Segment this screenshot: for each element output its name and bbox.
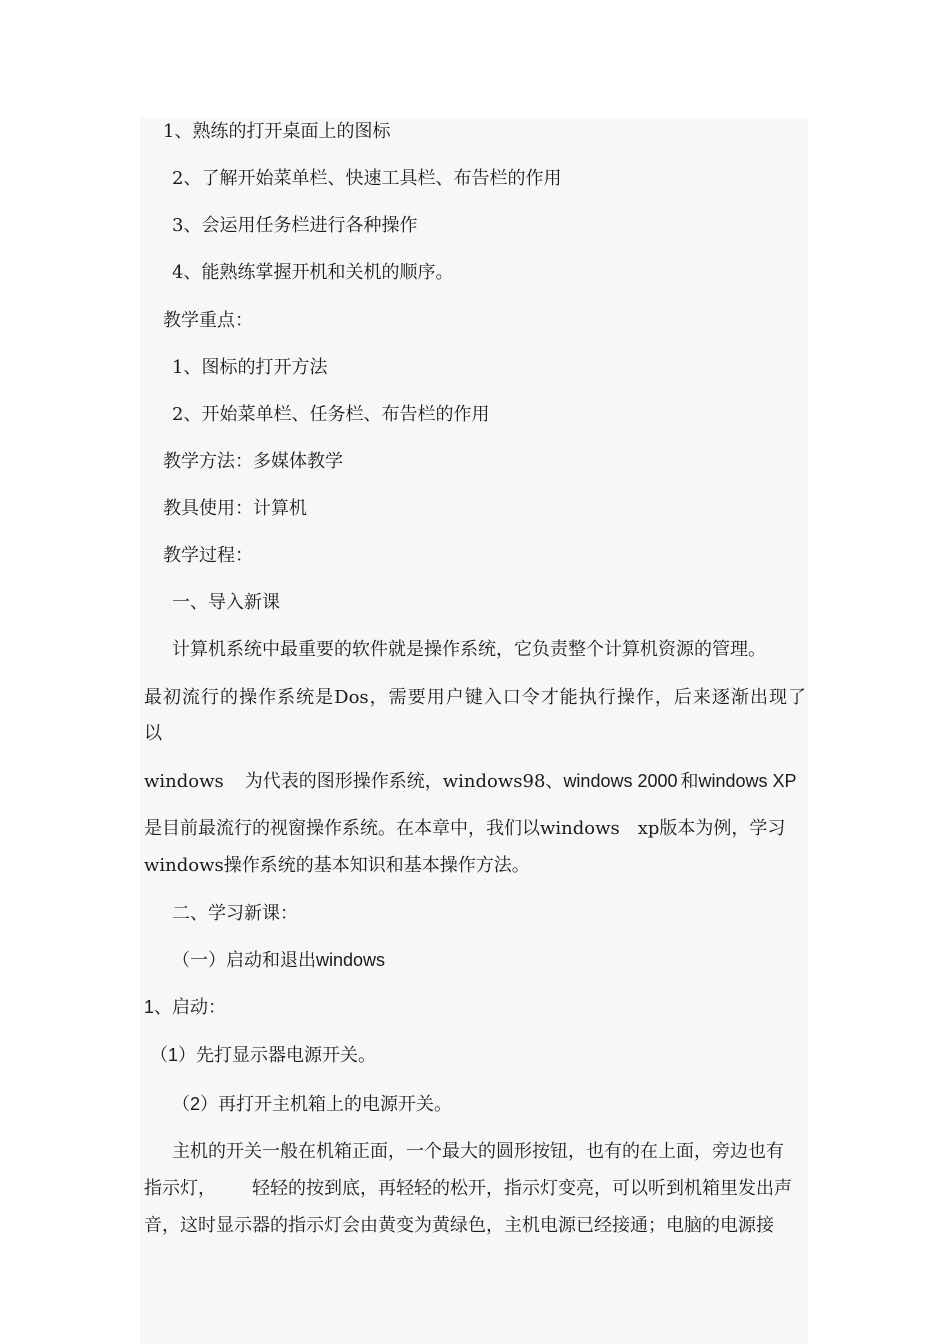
intro-paragraph-line-1: 计算机系统中最重要的软件就是操作系统，它负责整个计算机资源的管理。	[172, 639, 766, 660]
basic-knowledge-line: windows操作系统的基本知识和基本操作方法。	[144, 855, 530, 876]
power-paragraph-line-1: 主机的开关一般在机箱正面，一个最大的圆形按钮，也有的在上面，旁边也有	[172, 1141, 784, 1162]
startup-heading: 1、启动：	[144, 997, 227, 1018]
process-heading: 教学过程：	[163, 545, 253, 566]
intro-paragraph-line-2: 最初流行的操作系统是Dos，需要用户键入口令才能执行操作，后来逐渐出现了	[144, 687, 806, 708]
teaching-method: 教学方法：多媒体教学	[163, 451, 343, 472]
objective-1: 1、熟练的打开桌面上的图标	[163, 121, 391, 142]
and-text: 和	[680, 771, 699, 792]
key-points-heading: 教学重点：	[163, 310, 253, 331]
graphic-os-text: 为代表的图形操作系统，windows98、	[244, 771, 564, 792]
step-2: （2）再打开主机箱上的电源开关。	[172, 1094, 453, 1115]
windows-paragraph-line	[144, 769, 797, 794]
popular-os-line: 是目前最流行的视窗操作系统。在本章中，我们以windows xp版本为例，学习	[144, 818, 786, 839]
key-point-1: 1、图标的打开方法	[172, 357, 328, 378]
intro-paragraph-line-3: 以	[144, 723, 162, 744]
objective-2: 2、了解开始菜单栏、快速工具栏、布告栏的作用	[172, 168, 562, 189]
objective-4: 4、能熟练掌握开机和关机的顺序。	[172, 262, 454, 283]
windows-2000-text: windows 2000	[563, 771, 678, 791]
key-point-2: 2、开始菜单栏、任务栏、布告栏的作用	[172, 404, 490, 425]
power-paragraph-line-2: 指示灯， 轻轻的按到底，再轻轻的松开，指示灯变亮，可以听到机箱里发出声	[144, 1178, 792, 1199]
teaching-tools: 教具使用：计算机	[163, 498, 307, 519]
windows-xp-text: windows XP	[698, 771, 797, 791]
objective-3: 3、会运用任务栏进行各种操作	[172, 215, 418, 236]
step-1: （1）先打显示器电源开关。	[150, 1045, 377, 1066]
windows-word: windows	[144, 771, 224, 792]
section-intro-heading: 一、导入新课	[172, 592, 280, 613]
section-new-lesson-heading: 二、学习新课：	[172, 903, 298, 924]
start-exit-heading: （一）启动和退出windows	[172, 950, 386, 971]
power-paragraph-line-3: 音，这时显示器的指示灯会由黄变为黄绿色，主机电源已经接通；电脑的电源接	[144, 1215, 774, 1236]
